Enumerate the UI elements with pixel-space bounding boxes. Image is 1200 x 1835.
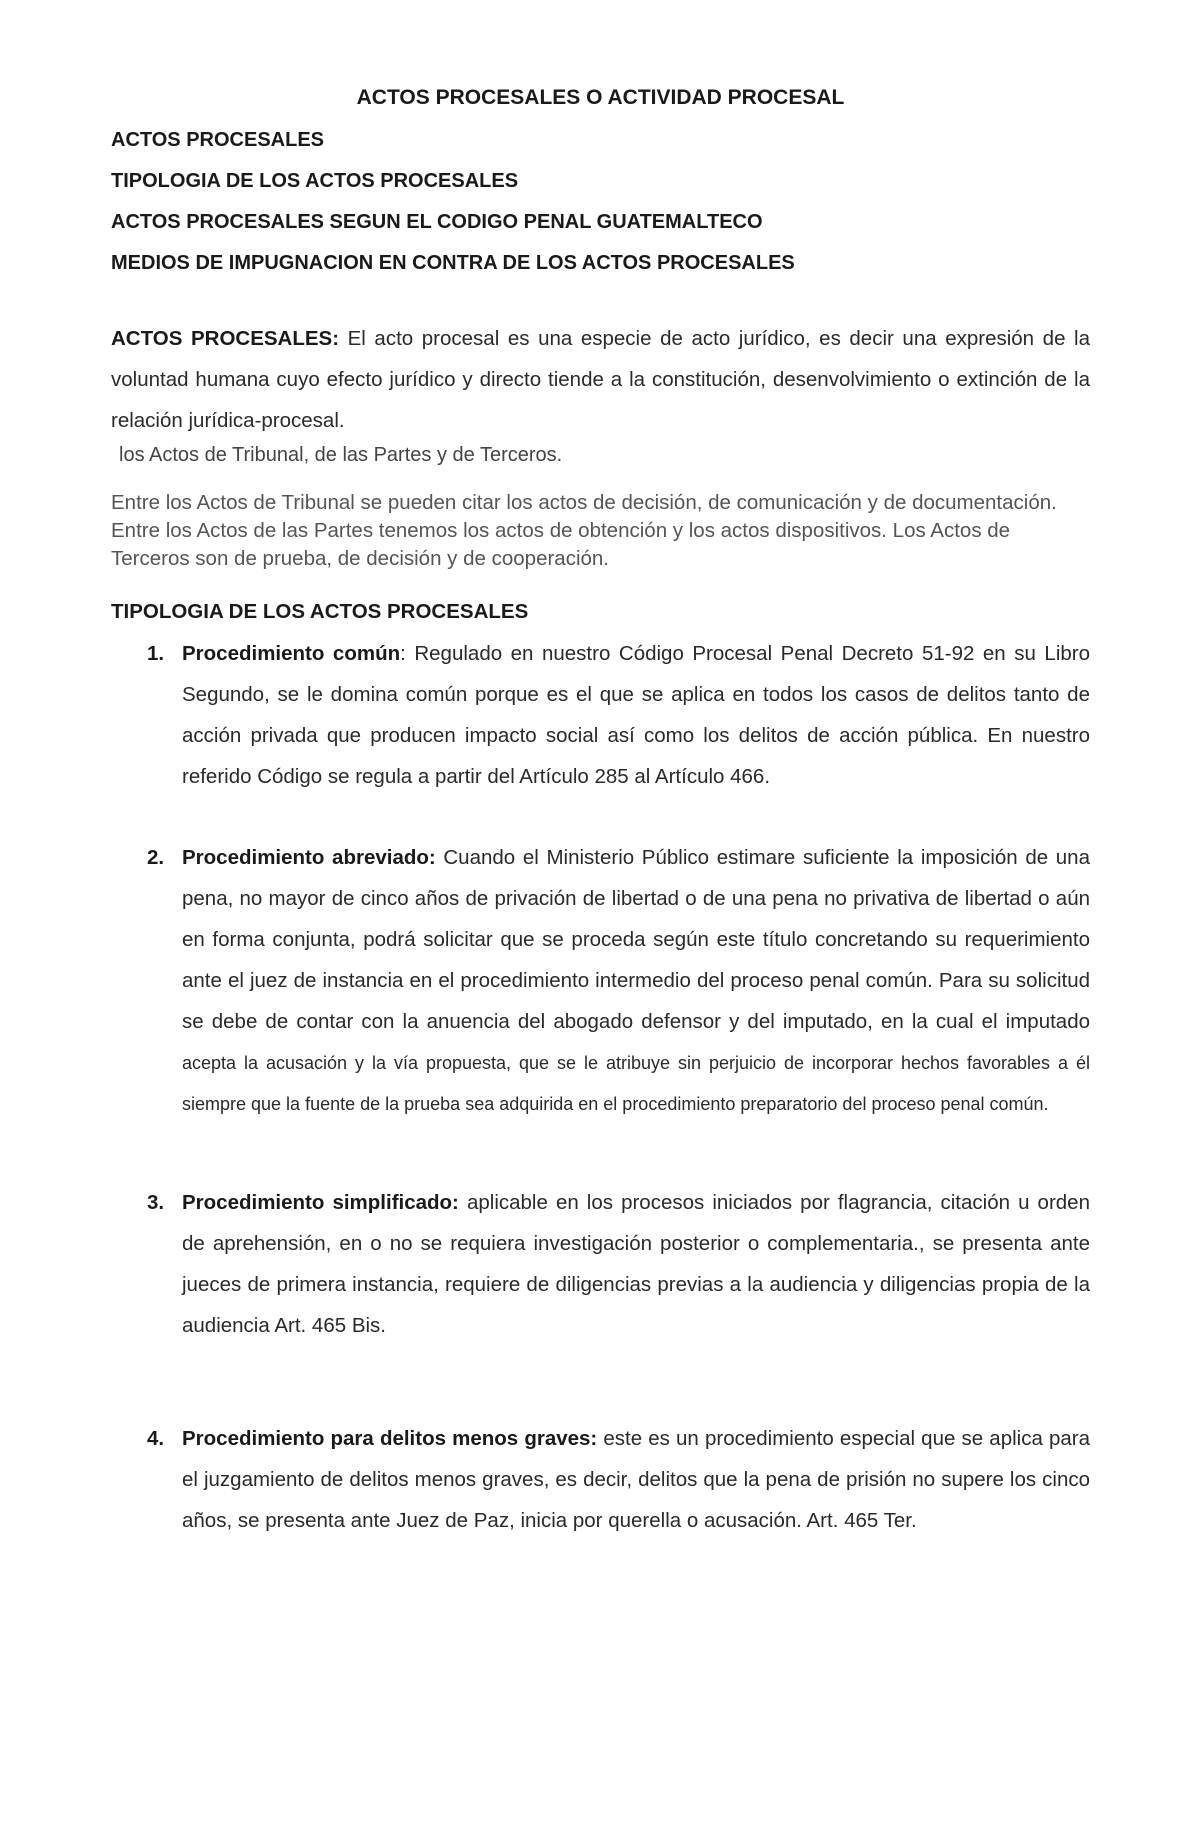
acts-description-paragraph: Entre los Actos de Tribunal se pueden citar los actos de decisión, de comunicación y de documentación. Entre los Actos de las Partes tenemos los actos de obtención y los actos dispositivos. Los Actos de Terceros son de prueba, de decisión y de cooperación. [111,491,1057,570]
list-item-text: Cuando el Ministerio Público estimare suficiente la imposición de una pena, no mayor de cinco años de privación de libertad o de una pena no privativa de libertad o aún en forma conjunta, podrá solicitar que se proceda según este título concretando su requerimiento ante el juez de instancia en el procedimiento intermedio del proceso penal común. Para su solicitud se debe de contar con la anuencia del abogado defensor y del imputado, en la cual el imputado [182,846,1090,1033]
topic-heading: TIPOLOGIA DE LOS ACTOS PROCESALES [111,170,519,192]
list-item-number: 1. [147,642,165,665]
list-item-number: 2. [147,846,165,869]
topic-heading-list [111,120,1090,284]
list-item [111,837,1090,1124]
list-item [111,1418,1090,1541]
list-item [111,1182,1090,1346]
topic-heading: ACTOS PROCESALES SEGUN EL CODIGO PENAL GUATEMALTECO [111,211,763,233]
list-item-text: aplicable en los procesos iniciados por flagrancia, citación u orden de aprehensión, en o no se requiera investigación posterior o complementaria., se presenta ante jueces de primera instancia, requiere de diligencias previas a la audiencia y diligencias propia de la audiencia Art. 465 Bis. [182,1191,1090,1337]
list-item-text: : Regulado en nuestro Código Procesal Penal Decreto 51-92 en su Libro Segundo, se le domina común porque es el que se aplica en todos los casos de delitos tanto de acción privada que producen impacto social así como los delitos de acción pública. En nuestro referido Código se regula a partir del Artículo 285 al Artículo 466. [182,642,1090,788]
list-item-label: Procedimiento simplificado: [182,1191,459,1214]
list-item-text-small: acepta la acusación y la vía propuesta, que se le atribuye sin perjuicio de incorporar hechos favorables a él siempre que la fuente de la prueba sea adquirida en el procedimiento preparatorio del proceso penal común. [182,1053,1090,1114]
document-title: ACTOS PROCESALES O ACTIVIDAD PROCESAL [356,86,845,109]
list-item-number: 3. [147,1191,165,1214]
intro-text: El acto procesal es una especie de acto jurídico, es decir una expresión de la voluntad humana cuyo efecto jurídico y directo tiende a la constitución, desenvolvimiento o extinción de la relación jurídica-procesal. [111,327,1091,432]
topic-heading: ACTOS PROCESALES [111,129,324,151]
list-item-label: Procedimiento abreviado: [182,846,436,869]
list-item [111,633,1090,797]
topic-heading: MEDIOS DE IMPUGNACION EN CONTRA DE LOS ACTOS PROCESALES [111,252,795,274]
intro-label: ACTOS PROCESALES: [111,327,340,350]
list-item-label: Procedimiento para delitos menos graves: [182,1427,598,1450]
list-item-number: 4. [147,1427,165,1450]
intro-paragraph [111,318,1090,441]
list-item-label: Procedimiento común [182,642,401,665]
section-heading: TIPOLOGIA DE LOS ACTOS PROCESALES [111,600,529,623]
procedure-list [111,633,1090,1541]
list-item-text: este es un procedimiento especial que se aplica para el juzgamiento de delitos menos graves, es decir, delitos que la pena de prisión no supere los cinco años, se presenta ante Juez de Paz, inicia por querella o acusación. Art. 465 Ter. [182,1427,1091,1532]
intro-extra-line: los Actos de Tribunal, de las Partes y de Terceros. [119,444,563,466]
